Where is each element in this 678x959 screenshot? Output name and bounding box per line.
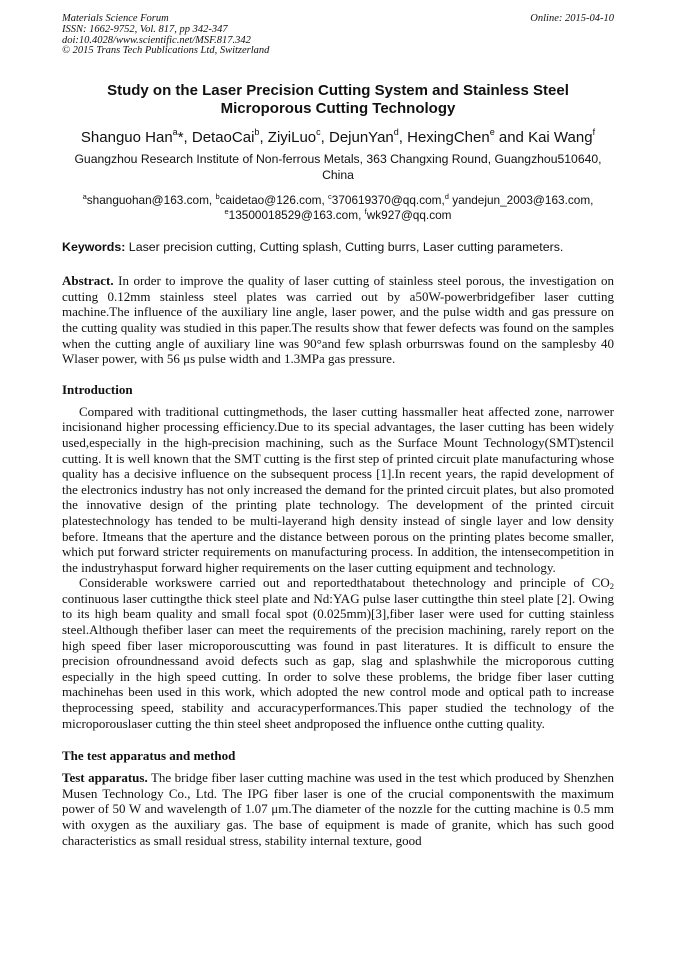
email-link[interactable]: 370619370@qq.com, xyxy=(331,193,445,208)
author-list xyxy=(62,129,614,147)
method-body xyxy=(62,770,614,848)
email-sup: e xyxy=(224,206,229,216)
keywords-line xyxy=(62,240,614,255)
affiliation: Guangzhou Research Institute of Non-ferrous Metals, 363 Changxing Round, Guangzhou510640, China xyxy=(74,152,602,182)
author-emails xyxy=(62,193,614,222)
abstract-label: Abstract. xyxy=(62,273,114,289)
author-sep: and xyxy=(494,129,529,147)
paragraph-text: Considerable workswere carried out and reportedthatabout thetechnology and principle of CO xyxy=(79,575,610,591)
online-date: Online: 2015-04-10 xyxy=(530,13,614,24)
author-sep: *, xyxy=(177,129,192,147)
paragraph-text: continuous laser cuttingthe thick steel plate and Nd:YAG pulse laser cuttingthe thin steel plate [2]. Owing to its high beam quality and small focal spot (0.025mm)[3],fiber laser were used for cutting stainless steel.Although thefiber laser can meet the requirements of the precision machining, rarely report on the high speed fiber laser microporouscutting was found in past literatures. It is difficult to ensure the precision ofroundnessand avoid defects such as gap, slag and splashwhile the microporous cutting especially in the high speed cutting. In order to solve these problems, the bridge fiber laser cutting machinehas been used in this work, which adopted the new control mode and optical path to increase theprocessing speed, stability and accuracyperformances.This paper studied the technology of the microporouslaser cutting the thin steel sheet andproposed the influence onthe cutting quality. xyxy=(62,590,614,731)
section-heading-method: The test apparatus and method xyxy=(62,748,236,764)
author-name: HexingChen xyxy=(407,129,490,147)
author-name: Kai Wang xyxy=(528,129,593,147)
copyright-line: © 2015 Trans Tech Publications Ltd, Switzerland xyxy=(62,45,270,57)
author-sup: b xyxy=(254,127,260,138)
introduction-body xyxy=(62,404,614,731)
paragraph: Compared with traditional cuttingmethods, the laser cutting hassmaller heat affected zone, narrower incisionand higher processing efficiency.Due to its special advantages, the laser cutting has been widely used,especially in the high-precision machining, such as the Surface Mount Technology(SMT)stencil cutting. It is well known that the SMT cutting is the first step of printed circuit plate manufacturing whose quality has a decisive influence on the subsequent process [1].In recent years, the rapid development of the electronics industry has not only increased the demand for the printed circuit plates, but also promoted the innovative design of the printing plate technology. The development of the printed circuit platestechnology has tended to be multi-layerand high density instead of single layer and low density before. Itmeans that the aperture and the distance between porous on the printing plates become smaller, which put forward stricter requirements on manufacturing process. In addition, the intensecompetition in the industryhasput forward higher requirements on the laser cutting equipment and technology. xyxy=(62,403,614,575)
email-link[interactable]: wk927@qq.com xyxy=(366,207,452,222)
email-link[interactable]: caidetao@126.com, xyxy=(219,193,329,208)
author-sup: f xyxy=(592,127,596,138)
subscript: 2 xyxy=(609,581,614,592)
title-line-2: Microporous Cutting Technology xyxy=(220,100,456,118)
keywords-text: Laser precision cutting, Cutting splash, Cutting burrs, Laser cutting parameters. xyxy=(125,240,564,255)
author-name: DejunYan xyxy=(328,129,394,147)
paper-page xyxy=(62,14,614,848)
title-line-1: Study on the Laser Precision Cutting System and Stainless Steel xyxy=(107,82,569,100)
apparatus-label: Test apparatus. xyxy=(62,770,148,786)
author-sup: a xyxy=(172,127,178,138)
author-sup: d xyxy=(393,127,399,138)
section-heading-introduction: Introduction xyxy=(62,381,133,397)
keywords-label: Keywords: xyxy=(62,240,126,255)
email-sup: d xyxy=(444,192,449,202)
abstract xyxy=(62,273,614,367)
email-link[interactable]: 13500018529@163.com, xyxy=(228,207,365,222)
author-name: Shanguo Han xyxy=(80,129,173,147)
author-name: ZiyiLuo xyxy=(267,129,317,147)
doi-line: doi:10.4028/www.scientific.net/MSF.817.342 xyxy=(62,34,251,46)
paragraph xyxy=(62,575,614,731)
email-sup: a xyxy=(82,192,87,202)
paragraph xyxy=(62,770,614,848)
email-sup: f xyxy=(364,206,367,216)
author-sup: c xyxy=(316,127,321,138)
abstract-text: In order to improve the quality of laser cutting of stainless steel porous, the investigation on cutting 0.12mm stainless steel plates was carried out by a50W-powerbridgefiber laser cutting machine.The influence of the auxiliary line angle, laser power, and the pulse width and gas pressure on the cutting quality was studied in this paper.The results show that fewer defects was found on the samples when the cutting angle of auxiliary line was 90°and few splash orburrswas found on the samplesby 40 Wlaser power, with 56 μs pulse width and 1.3MPa gas pressure. xyxy=(62,273,614,367)
issn-line: ISSN: 1662-9752, Vol. 817, pp 342-347 xyxy=(62,23,228,35)
paper-title xyxy=(62,82,614,118)
author-sup: e xyxy=(489,127,495,138)
email-sup: b xyxy=(215,192,220,202)
journal-header xyxy=(62,14,614,57)
journal-name: Materials Science Forum xyxy=(62,13,169,24)
paragraph-text: The bridge fiber laser cutting machine was used in the test which produced by Shenzhen Musen Technology Co., Ltd. The IPG fiber laser is one of the crucial componentswith the maximum power of 50 W and wavelength of 1.07 μm.The diameter of the nozzle for the cutting machine is 0.5 mm with oxygen as the auxiliary gas. The base of equipment is made of granite, which has such good characteristics as small residual stress, stability internal texture, good xyxy=(62,770,615,848)
author-sep: , xyxy=(259,129,268,147)
author-sep: , xyxy=(320,129,329,147)
author-sep: , xyxy=(398,129,408,147)
email-link[interactable]: shanguohan@163.com, xyxy=(86,193,216,208)
author-name: DetaoCai xyxy=(191,129,255,147)
email-sup: c xyxy=(328,192,332,202)
email-link[interactable]: yandejun_2003@163.com, xyxy=(448,193,594,208)
